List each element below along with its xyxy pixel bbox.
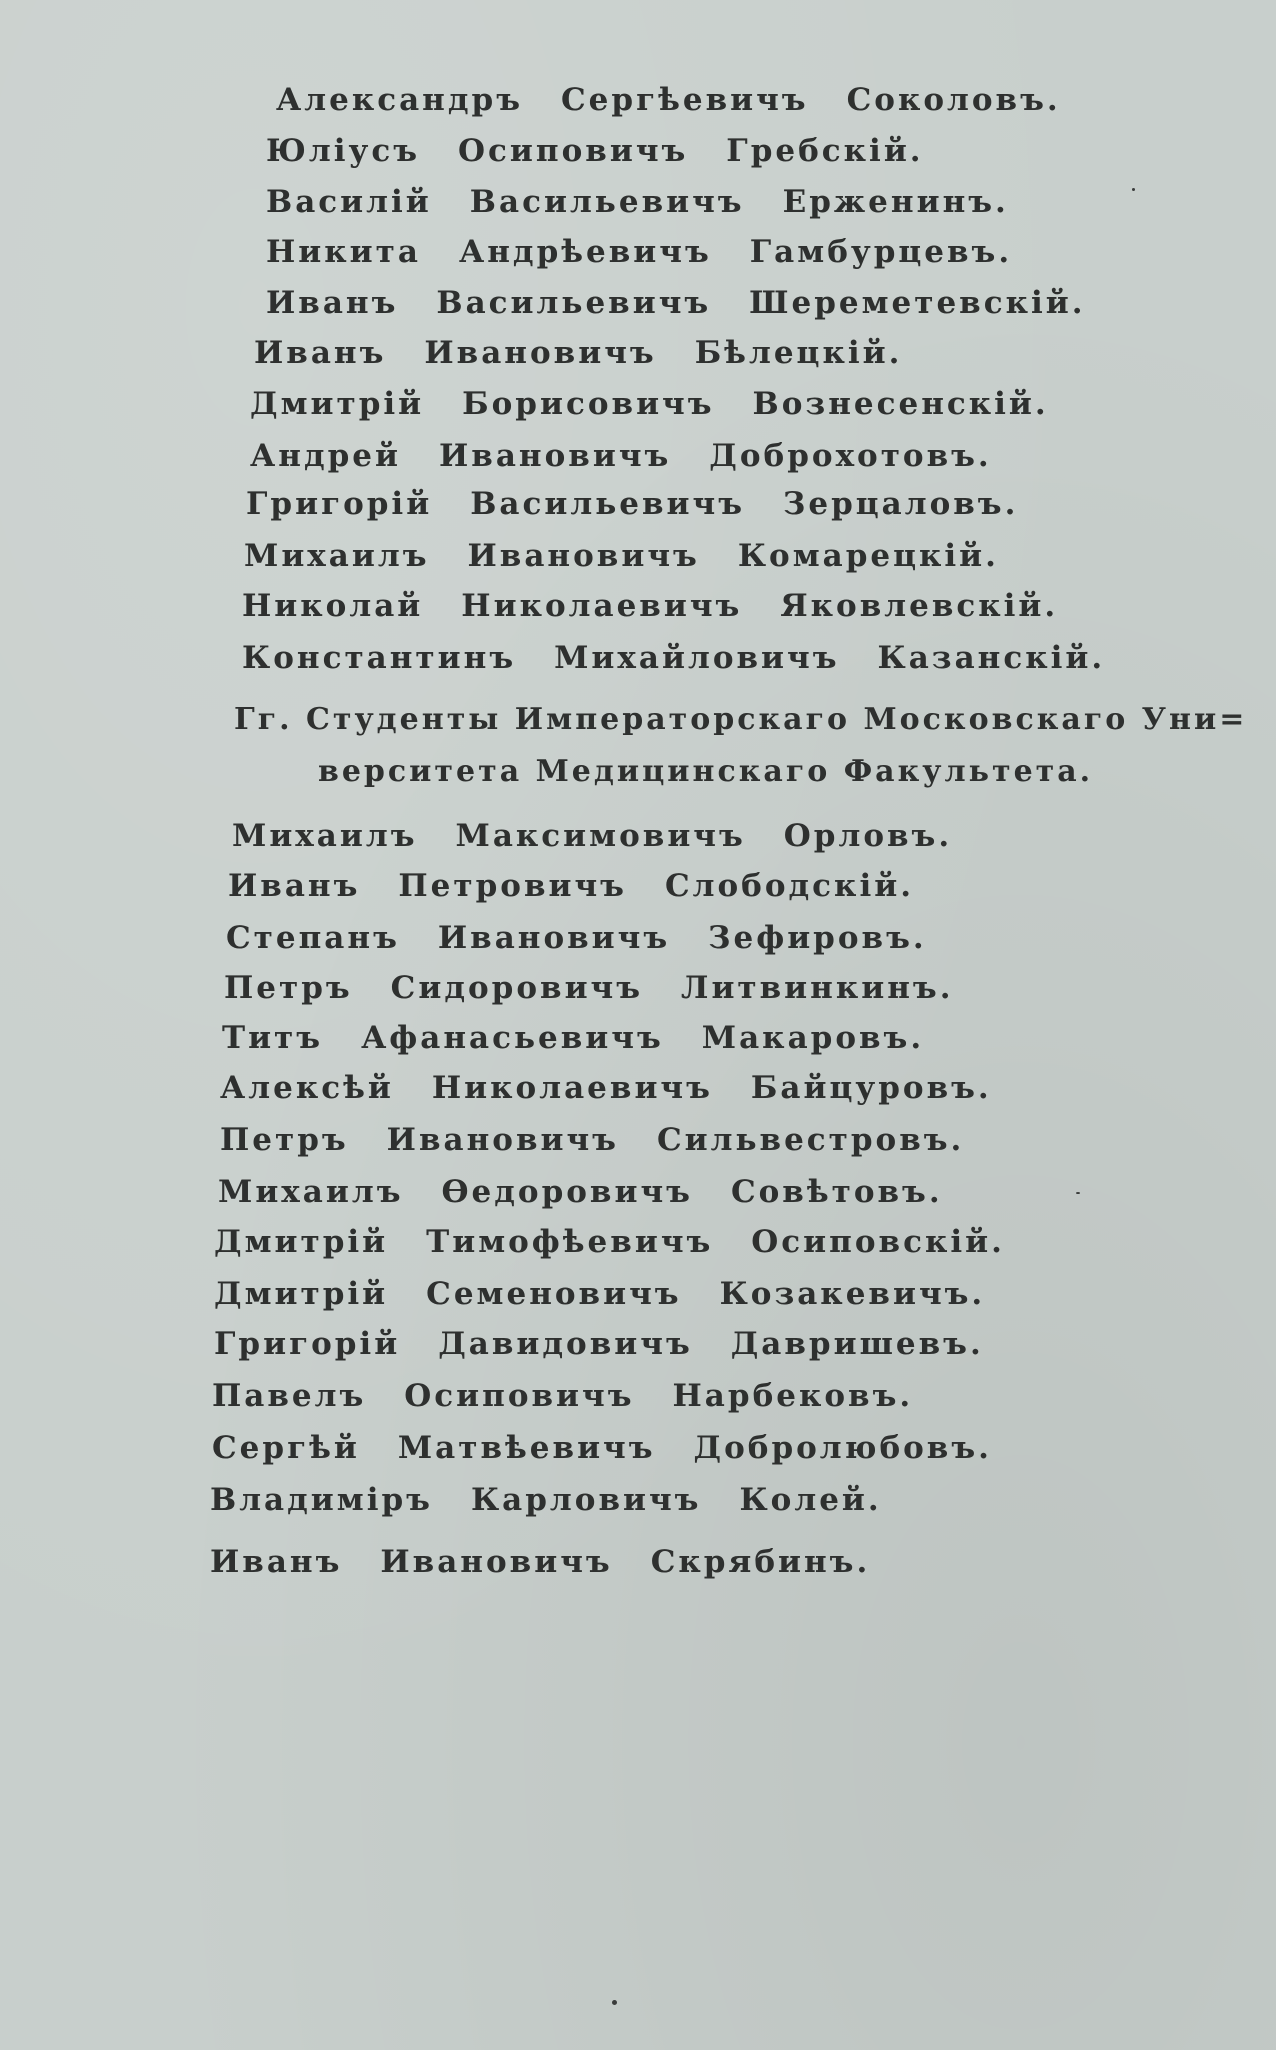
section-heading-line-1: Гг. Студенты Императорскаго Московскаго Уни= <box>234 702 1248 737</box>
patronymic: Ивановичъ <box>386 1122 619 1158</box>
first-name: Степанъ <box>226 920 400 956</box>
patronymic: Николаевичъ <box>461 588 743 624</box>
surname: Яковлевскій. <box>780 588 1059 624</box>
list-item <box>246 484 1018 524</box>
patronymic: Давидовичъ <box>438 1326 693 1362</box>
first-name: Иванъ <box>266 285 399 321</box>
list-item <box>232 816 952 856</box>
list-item <box>212 1428 992 1468</box>
patronymic: Васильевичъ <box>436 285 712 321</box>
patronymic: Осиповичъ <box>404 1378 635 1414</box>
first-name: Никита <box>266 234 421 270</box>
first-name: Александръ <box>276 82 523 118</box>
surname: Литвинкинъ. <box>681 970 954 1006</box>
first-name: Владиміръ <box>210 1482 433 1518</box>
first-name: Дмитрій <box>214 1276 389 1312</box>
surname: Совѣтовъ. <box>730 1174 943 1210</box>
patronymic: Ивановичъ <box>424 335 657 371</box>
list-item <box>242 638 1105 678</box>
first-name: Петръ <box>220 1122 349 1158</box>
patronymic: Ивановичъ <box>467 538 700 574</box>
patronymic: Борисовичъ <box>462 386 715 422</box>
section-heading-line-2: верситета Медицинскаго Факультета. <box>318 754 1094 789</box>
list-item <box>228 866 914 906</box>
patronymic: Андрѣевичъ <box>458 234 712 270</box>
first-name: Петръ <box>224 970 353 1006</box>
surname: Козакевичъ. <box>719 1276 986 1312</box>
surname: Сильвестровъ. <box>656 1122 965 1158</box>
paper-speck <box>1132 188 1135 191</box>
first-name: Иванъ <box>228 868 361 904</box>
patronymic: Николаевичъ <box>431 1070 713 1106</box>
first-name: Андрей <box>250 438 401 474</box>
list-item <box>214 1274 985 1314</box>
patronymic: Ивановичъ <box>439 438 672 474</box>
first-name: Дмитрій <box>214 1224 389 1260</box>
list-item <box>222 1018 924 1058</box>
first-name: Алексѣй <box>220 1070 394 1106</box>
surname: Вознесенскій. <box>752 386 1049 422</box>
patronymic: Ивановичъ <box>380 1544 613 1580</box>
first-name: Михаилъ <box>218 1174 404 1210</box>
patronymic: Васильевичъ <box>469 184 745 220</box>
list-item <box>210 1542 870 1582</box>
surname: Осиповскій. <box>751 1224 1005 1260</box>
first-name: Иванъ <box>254 335 387 371</box>
first-name: Сергѣй <box>212 1430 360 1466</box>
surname: Орловъ. <box>783 818 953 854</box>
list-item <box>250 384 1049 424</box>
list-item <box>266 131 924 171</box>
list-item <box>220 1120 964 1160</box>
patronymic: Ивановичъ <box>437 920 671 956</box>
list-item <box>212 1376 913 1416</box>
paper-speck <box>1076 1192 1080 1194</box>
patronymic: Осиповичъ <box>458 133 689 169</box>
surname: Гребскій. <box>726 133 924 169</box>
list-item <box>214 1222 1005 1262</box>
first-name: Григорій <box>214 1326 401 1362</box>
first-name: Павелъ <box>212 1378 367 1414</box>
list-item <box>242 586 1058 626</box>
surname: Зефировъ. <box>708 920 927 956</box>
patronymic: Семеновичъ <box>426 1276 682 1312</box>
patronymic: Петровичъ <box>398 868 627 904</box>
surname: Добролюбовъ. <box>693 1430 992 1466</box>
surname: Байцуровъ. <box>750 1070 992 1106</box>
surname: Давришевъ. <box>730 1326 984 1362</box>
list-item <box>250 436 992 476</box>
surname: Комарецкій. <box>737 538 999 574</box>
patronymic: Сидоровичъ <box>390 970 644 1006</box>
surname: Колей. <box>739 1482 882 1518</box>
first-name: Михаилъ <box>232 818 418 854</box>
patronymic: Ѳедоровичъ <box>441 1174 693 1210</box>
surname: Зерцаловъ. <box>782 486 1019 522</box>
list-item <box>214 1324 984 1364</box>
surname: Шереметевскій. <box>749 285 1086 321</box>
surname: Ерженинъ. <box>782 184 1009 220</box>
patronymic: Матвѣевичъ <box>397 1430 656 1466</box>
list-item <box>224 968 954 1008</box>
surname: Гамбурцевъ. <box>749 234 1013 270</box>
patronymic: Максимовичъ <box>455 818 746 854</box>
surname: Нарбековъ. <box>672 1378 914 1414</box>
first-name: Михаилъ <box>244 538 430 574</box>
first-name: Иванъ <box>210 1544 343 1580</box>
surname: Скрябинъ. <box>650 1544 871 1580</box>
surname: Бѣлецкій. <box>694 335 903 371</box>
list-item <box>226 918 927 958</box>
first-name: Титъ <box>222 1020 324 1056</box>
first-name: Николай <box>242 588 424 624</box>
list-item <box>244 536 999 576</box>
surname: Слободскій. <box>664 868 914 904</box>
list-item <box>218 1172 943 1212</box>
list-item <box>220 1068 992 1108</box>
surname: Доброхотовъ. <box>709 438 992 474</box>
patronymic: Афанасьевичъ <box>361 1020 664 1056</box>
first-name: Василій <box>266 184 432 220</box>
first-name: Григорій <box>246 486 433 522</box>
list-item <box>266 182 1009 222</box>
list-item <box>210 1480 882 1520</box>
surname: Казанскій. <box>877 640 1106 676</box>
patronymic: Карловичъ <box>470 1482 702 1518</box>
list-item <box>266 283 1086 323</box>
patronymic: Васильевичъ <box>470 486 745 522</box>
first-name: Константинъ <box>242 640 517 676</box>
first-name: Дмитрій <box>250 386 425 422</box>
list-item <box>266 232 1012 272</box>
list-item <box>276 80 1061 120</box>
patronymic: Тимофѣевичъ <box>426 1224 714 1260</box>
first-name: Юліусъ <box>266 133 421 169</box>
paper-speck <box>612 2000 617 2005</box>
surname: Макаровъ. <box>701 1020 925 1056</box>
patronymic: Михайловичъ <box>554 640 840 676</box>
list-item <box>254 333 902 373</box>
patronymic: Сергѣевичъ <box>561 82 809 118</box>
surname: Соколовъ. <box>846 82 1061 118</box>
